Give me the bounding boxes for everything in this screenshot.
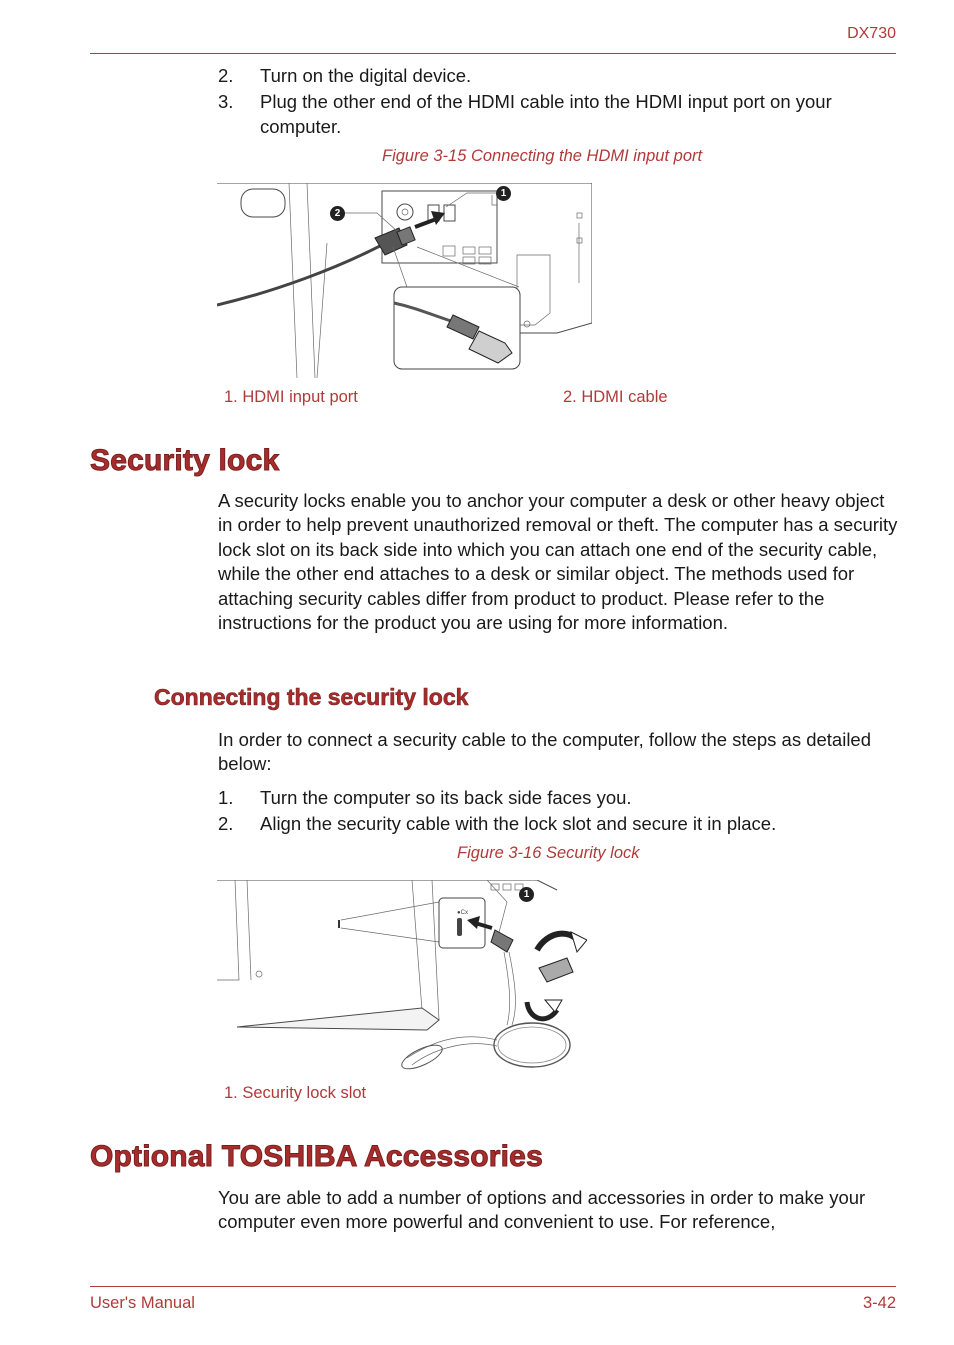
document-model-name: DX730 (847, 25, 896, 42)
figure-caption: Figure 3-16 Security lock (457, 844, 640, 862)
subsection-heading: Connecting the security lock (154, 684, 469, 710)
section-heading: Security lock (90, 444, 280, 477)
header-rule (90, 53, 896, 54)
section-heading: Optional TOSHIBA Accessories (90, 1140, 543, 1173)
step-text: Turn on the digital device. (260, 65, 472, 86)
step-number: 3. (218, 91, 234, 112)
figure-label: 1. Security lock slot (224, 1084, 367, 1102)
paragraph: In order to connect a security cable to the computer, follow the steps as detailed below: (218, 729, 872, 775)
callout-marker: 1 (496, 186, 511, 201)
step-number: 2. (218, 813, 234, 834)
callout-marker: 1 (519, 887, 534, 902)
callout-marker: 2 (330, 206, 345, 221)
paragraph: You are able to add a number of options and accessories in order to make your computer even more powerful and convenient to use. For reference, (218, 1187, 866, 1233)
step-text: Align the security cable with the lock slot and secure it in place. (260, 813, 777, 834)
paragraph: A security locks enable you to anchor your computer a desk or other heavy object in order to help prevent unauthorized removal or theft. The computer has a security lock slot on its back side into which you can attach one end of the security cable, while the other end attaches to a desk or similar object. The methods used for attaching security cables differ from product to product. Please refer to the instructions for the product you are using for more information. (218, 490, 898, 634)
security-lock-illustration (217, 880, 587, 1072)
figure-label: 2. HDMI cable (563, 388, 668, 406)
step-text: Turn the computer so its back side faces you. (260, 787, 632, 808)
figure-caption: Figure 3-15 Connecting the HDMI input port (382, 147, 703, 165)
page-number: 3-42 (862, 1294, 896, 1312)
svg-text:●Cx: ●Cx (457, 910, 468, 916)
step-number: 2. (218, 65, 234, 86)
step-text: Plug the other end of the HDMI cable into the HDMI input port on your computer. (260, 91, 832, 137)
figure-label: 1. HDMI input port (224, 388, 358, 406)
hdmi-connection-illustration (217, 183, 592, 378)
footer-rule (90, 1286, 896, 1287)
footer-manual-title: User's Manual (90, 1294, 195, 1312)
step-number: 1. (218, 787, 234, 808)
